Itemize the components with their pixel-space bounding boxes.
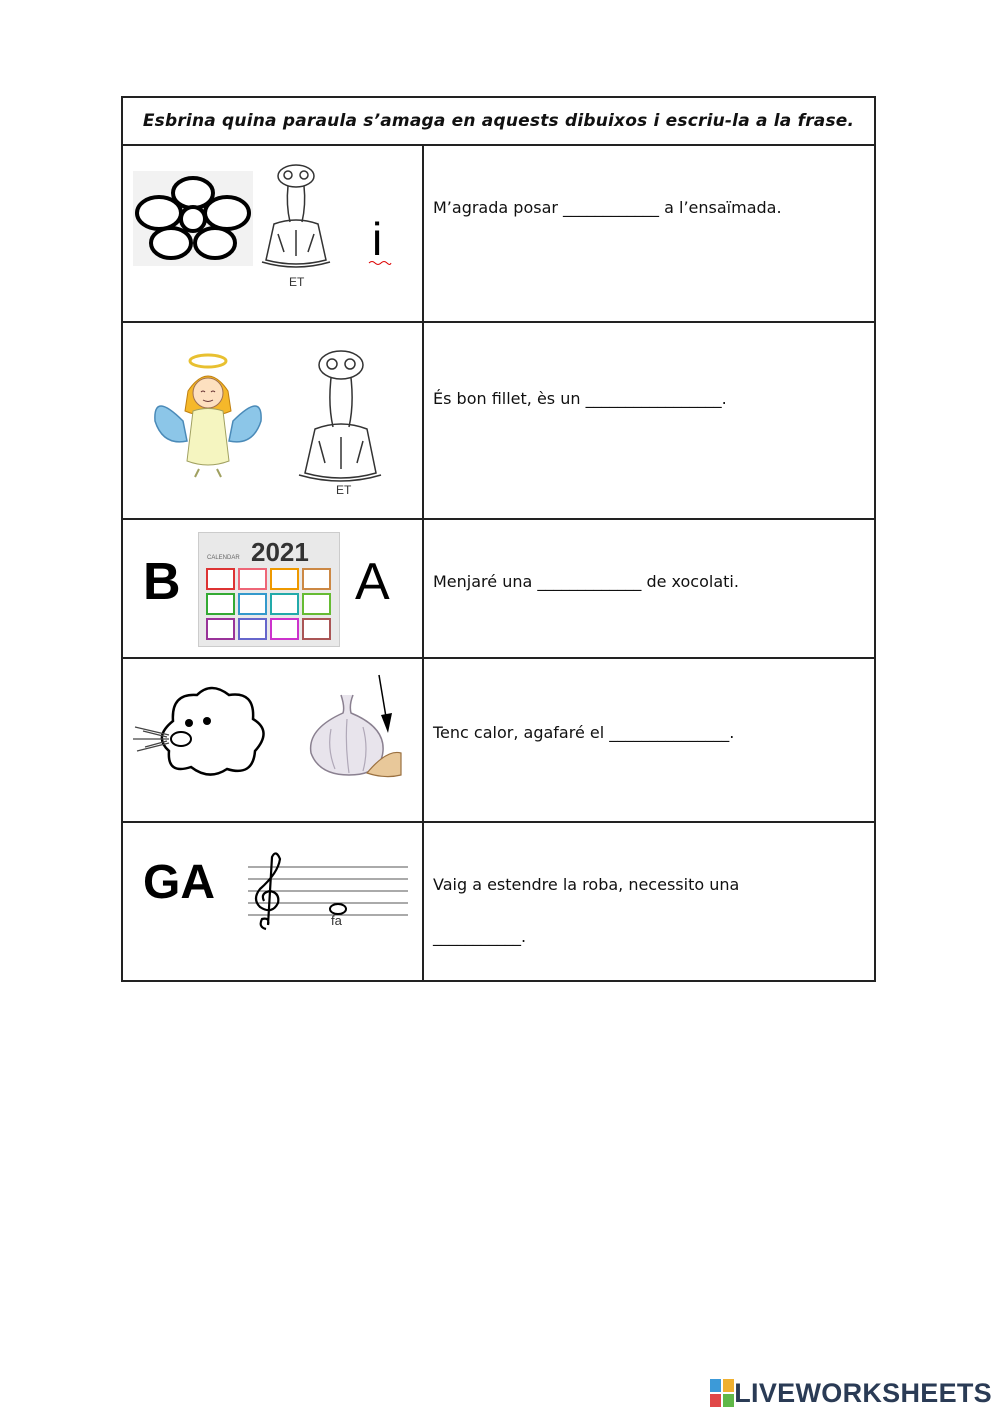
sentence-cell-5 (424, 823, 874, 980)
sentence-line: Vaig a estendre la roba, necessito una (433, 875, 740, 894)
liveworksheets-logo (710, 1378, 992, 1408)
picture-clue-2 (123, 323, 424, 518)
sentence-line: Menjaré una _____________ de xocolati. (433, 572, 739, 591)
picture-clue-5 (123, 823, 424, 980)
arrow-icon (375, 675, 395, 735)
picture-clue-1 (123, 146, 424, 321)
sentence-line: És bon fillet, ès un _________________. (433, 389, 727, 408)
puzzle-row-1 (123, 146, 874, 323)
sentence-cell-4 (424, 659, 874, 821)
worksheet-table (121, 96, 876, 982)
alien-et-icon (256, 160, 336, 272)
sentence-line: M’agrada posar ____________ a l’ensaïmada. (433, 198, 782, 217)
puzzle-row-3 (123, 520, 874, 659)
sentence-cell-2 (424, 323, 874, 518)
sentence-line: Tenc calor, agafaré el _______________. (433, 723, 735, 742)
calendar-icon (198, 532, 340, 647)
spellcheck-squiggle (369, 260, 391, 266)
blowing-cloud-icon (133, 681, 273, 781)
lw-badge-icon (710, 1379, 734, 1407)
note-label: fa (331, 913, 342, 928)
calendar-year: 2021 (251, 537, 309, 567)
puzzle-row-4 (123, 659, 874, 823)
alien-et-icon (291, 345, 386, 485)
letters-ga: GA (143, 856, 215, 909)
picture-clue-4 (123, 659, 424, 821)
sentence-line: ___________. (433, 927, 527, 946)
puzzle-row-5 (123, 823, 874, 980)
sentence-cell-3 (424, 520, 874, 657)
letter-i: i (372, 213, 383, 265)
puzzle-row-2 (123, 323, 874, 520)
et-caption: ET (289, 275, 305, 289)
sentence-cell-1 (424, 146, 874, 321)
brand-name: LIVEWORKSHEETS (734, 1377, 992, 1408)
letter-b: B (143, 553, 181, 611)
flower-icon (133, 171, 253, 266)
calendar-label: CALENDAR (207, 555, 240, 561)
letter-a: A (355, 553, 390, 611)
instruction-heading: Esbrina quina paraula s’amaga en aquests dibuixos i escriu-la a la frase. (123, 98, 874, 146)
calendar-grid (207, 569, 331, 641)
angel-icon (153, 351, 263, 481)
treble-clef-staff-icon (248, 853, 408, 933)
et-caption: ET (336, 483, 352, 497)
picture-clue-3 (123, 520, 424, 657)
